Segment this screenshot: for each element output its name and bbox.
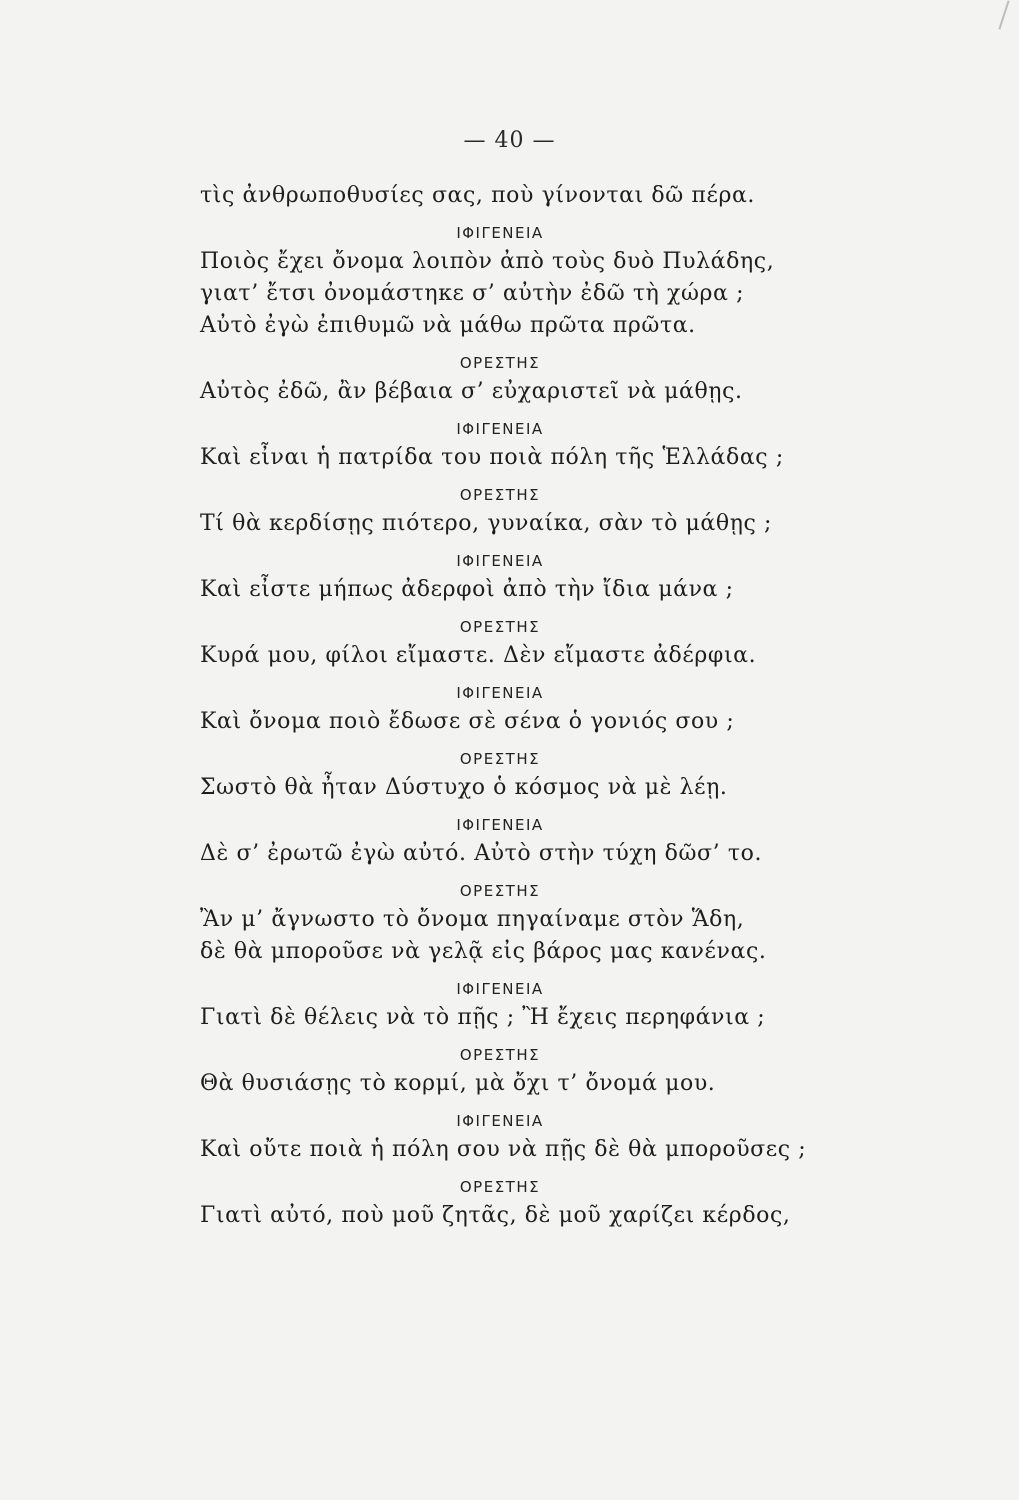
verse-line: Τί θὰ κερδίσῃς πιότερο, γυναίκα, σὰν τὸ μάθῃς ; (200, 511, 773, 536)
verse-line: Δὲ σ’ ἐρωτῶ ἐγὼ αὐτό. Αὐτὸ στὴν τύχη δῶσ’ το. (200, 841, 763, 866)
dialogue-text (200, 180, 840, 1232)
verse-line: Καὶ εἶστε μήπως ἀδερφοὶ ἀπὸ τὴν ἴδια μάνα ; (200, 577, 734, 602)
speaker-name: ΙΦΙΓΕΝΕΙΑ (456, 420, 544, 438)
speaker-name: ΟΡΕΣΤΗΣ (459, 618, 541, 636)
speaker-name: ΙΦΙΓΕΝΕΙΑ (456, 816, 544, 834)
verse-line: Ἂν μ’ ἄγνωστο τὸ ὄνομα πηγαίναμε στὸν Ἅδη, (200, 907, 745, 932)
speaker-name: ΟΡΕΣΤΗΣ (459, 882, 541, 900)
speaker-name: ΟΡΕΣΤΗΣ (459, 486, 541, 504)
verse-line: Θὰ θυσιάσῃς τὸ κορμί, μὰ ὄχι τ’ ὄνομά μου. (200, 1071, 716, 1096)
verse-line: δὲ θὰ μποροῦσε νὰ γελᾷ εἰς βάρος μας κανένας. (200, 939, 767, 964)
verse-line: Ποιὸς ἔχει ὄνομα λοιπὸν ἀπὸ τοὺς δυὸ Πυλάδης, (200, 249, 775, 274)
verse-line: Καὶ οὔτε ποιὰ ἡ πόλη σου νὰ πῇς δὲ θὰ μποροῦσες ; (200, 1137, 807, 1162)
verse-line: Σωστὸ θὰ ἦταν Δύστυχο ὁ κόσμος νὰ μὲ λέῃ. (200, 775, 728, 800)
verse-line: Καὶ ὄνομα ποιὸ ἔδωσε σὲ σένα ὁ γονιός σου ; (200, 709, 735, 734)
corner-scan-mark (998, 0, 1009, 29)
speaker-name: ΟΡΕΣΤΗΣ (459, 1178, 541, 1196)
speaker-name: ΙΦΙΓΕΝΕΙΑ (456, 980, 544, 998)
verse-line: Γιατὶ αὐτό, ποὺ μοῦ ζητᾶς, δὲ μοῦ χαρίζει κέρδος, (200, 1203, 791, 1228)
verse-line: τὶς ἀνθρωποθυσίες σας, ποὺ γίνονται δῶ πέρα. (200, 183, 756, 208)
speaker-name: ΟΡΕΣΤΗΣ (459, 354, 541, 372)
speaker-name: ΙΦΙΓΕΝΕΙΑ (456, 552, 544, 570)
verse-line: Γιατὶ δὲ θέλεις νὰ τὸ πῇς ; Ἢ ἔχεις περηφάνια ; (200, 1005, 766, 1030)
verse-line: γιατ’ ἔτσι ὀνομάστηκε σ’ αὐτὴν ἐδῶ τὴ χώρα ; (200, 281, 745, 306)
speaker-name: ΙΦΙΓΕΝΕΙΑ (456, 1112, 544, 1130)
verse-line: Αὐτὸς ἐδῶ, ἂν βέβαια σ’ εὐχαριστεῖ νὰ μάθῃς. (200, 379, 743, 404)
verse-line: Αὐτὸ ἐγὼ ἐπιθυμῶ νὰ μάθω πρῶτα πρῶτα. (200, 313, 696, 338)
speaker-name: ΟΡΕΣΤΗΣ (459, 1046, 541, 1064)
verse-line: Καὶ εἶναι ἡ πατρίδα του ποιὰ πόλη τῆς Ἑλλάδας ; (200, 445, 784, 470)
speaker-name: ΟΡΕΣΤΗΣ (459, 750, 541, 768)
speaker-name: ΙΦΙΓΕΝΕΙΑ (456, 684, 544, 702)
verse-line: Κυρά μου, φίλοι εἴμαστε. Δὲν εἴμαστε ἀδέρφια. (200, 643, 757, 668)
page-number: — 40 — (463, 128, 556, 153)
speaker-name: ΙΦΙΓΕΝΕΙΑ (456, 224, 544, 242)
